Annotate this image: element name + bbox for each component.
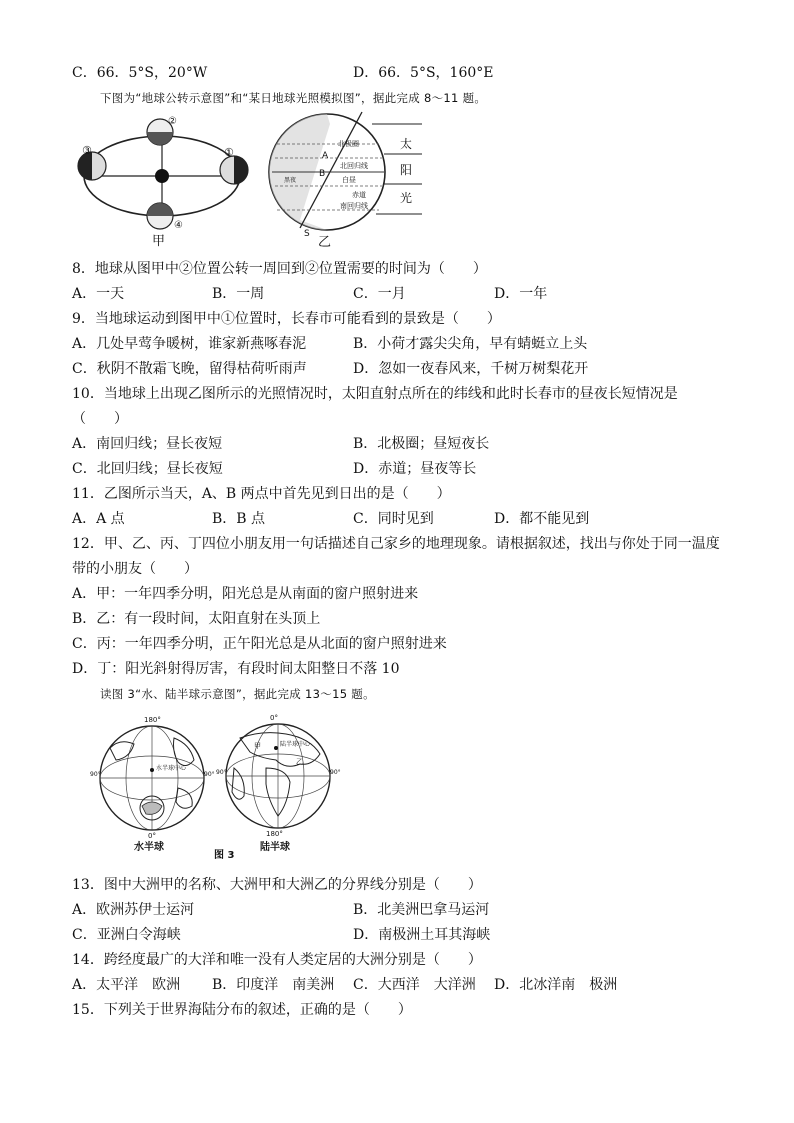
q10-option-b: B．北极圈；昼短夜长 bbox=[353, 436, 490, 452]
q11-option-a: A．A 点 bbox=[72, 511, 125, 527]
land-center-label: 陆半球中心 bbox=[280, 741, 311, 748]
q8-option-a: A．一天 bbox=[72, 286, 125, 302]
q11-option-b: B．B 点 bbox=[212, 511, 266, 527]
q14-option-d: D．北冰洋南 极洲 bbox=[494, 977, 618, 993]
label-yi: 乙 bbox=[318, 235, 332, 250]
q8-stem: 8．地球从图甲中②位置公转一周回到②位置需要的时间为（ ） bbox=[72, 261, 487, 277]
sun-char-2: 阳 bbox=[400, 163, 413, 177]
label-night: 黑夜 bbox=[284, 177, 297, 184]
orbit-pos-1: ① bbox=[224, 146, 234, 159]
q9-stem: 9．当地球运动到图甲中①位置时，长春市可能看到的景致是（ ） bbox=[72, 311, 501, 327]
intro-13-15: 读图 3“水、陆半球示意图”，据此完成 13～15 题。 bbox=[100, 687, 375, 701]
water-hemisphere bbox=[90, 716, 215, 853]
q12-option-a: A．甲：一年四季分明，阳光总是从南面的窗户照射进来 bbox=[72, 586, 419, 602]
continent-jia: 甲 bbox=[254, 742, 261, 750]
orbit-pos-2: ② bbox=[168, 116, 177, 127]
q11-option-d: D．都不能见到 bbox=[494, 511, 590, 527]
orbit-pos-4: ④ bbox=[174, 220, 183, 231]
q13-option-c: C．亚洲白令海峡 bbox=[72, 927, 181, 943]
orbit-pos-3: ③ bbox=[82, 144, 92, 157]
q11-option-c: C．同时见到 bbox=[353, 511, 434, 527]
lat-cancer: 北回归线 bbox=[340, 162, 368, 170]
point-a: A bbox=[322, 151, 329, 161]
sun-char-1: 太 bbox=[400, 137, 413, 151]
q9-option-c: C．秋阴不散霜飞晚，留得枯荷听雨声 bbox=[72, 361, 307, 377]
illumination-diagram-yi bbox=[269, 112, 422, 250]
label-day: 白昼 bbox=[342, 176, 356, 184]
q13-option-b: B．北美洲巴拿马运河 bbox=[353, 902, 490, 918]
q10-option-c: C．北回归线；昼长夜短 bbox=[72, 461, 223, 477]
q12-stem-line1: 12．甲、乙、丙、丁四位小朋友用一句话描述自己家乡的地理现象。请根据叙述，找出与你处于同一温度 bbox=[72, 536, 720, 552]
q8-option-d: D．一年 bbox=[494, 286, 548, 302]
land-hemisphere bbox=[216, 714, 341, 853]
land-hemisphere-label: 陆半球 bbox=[260, 842, 290, 853]
water-deg-90-right: 90° bbox=[204, 771, 215, 778]
land-deg-90-left: 90° bbox=[216, 769, 227, 776]
lat-arctic: 北极圈 bbox=[338, 140, 359, 148]
land-deg-0: 0° bbox=[270, 714, 278, 722]
intro-8-11: 下图为“地球公转示意图”和“某日地球光照模拟图”，据此完成 8～11 题。 bbox=[100, 91, 487, 105]
lat-equator: 赤道 bbox=[352, 191, 366, 199]
figure-earth-orbit-and-illumination bbox=[72, 110, 432, 250]
point-b: B bbox=[319, 169, 326, 179]
q9-option-d: D．忽如一夜春风来，千树万树梨花开 bbox=[353, 361, 589, 377]
label-s: S bbox=[304, 229, 310, 239]
figure-water-land-hemispheres bbox=[90, 708, 350, 864]
q12-stem-line2: 带的小朋友（ ） bbox=[72, 561, 198, 577]
q10-option-d: D．赤道；昼夜等长 bbox=[353, 461, 477, 477]
q10-option-a: A．南回归线；昼长夜短 bbox=[72, 436, 223, 452]
q14-stem: 14．跨经度最广的大洋和唯一没有人类定居的大洲分别是（ ） bbox=[72, 952, 482, 968]
q12-option-b: B．乙：有一段时间，太阳直射在头顶上 bbox=[72, 611, 321, 627]
q14-option-a: A．太平洋 欧洲 bbox=[72, 977, 181, 993]
q8-option-b: B．一周 bbox=[212, 286, 265, 302]
q9-option-b: B．小荷才露尖尖角，早有蜻蜓立上头 bbox=[353, 336, 588, 352]
q11-stem: 11．乙图所示当天，A、B 两点中首先见到日出的是（ ） bbox=[72, 486, 451, 502]
water-deg-90-left: 90° bbox=[90, 771, 101, 778]
q10-blank: （ ） bbox=[72, 411, 128, 427]
land-deg-180: 180° bbox=[266, 830, 283, 838]
q13-option-a: A．欧洲苏伊士运河 bbox=[72, 902, 195, 918]
sun-char-3: 光 bbox=[400, 191, 413, 205]
q12-option-d: D．丁：阳光斜射得厉害，有段时间太阳整日不落 10 bbox=[72, 661, 400, 677]
water-deg-0: 0° bbox=[148, 832, 156, 840]
water-deg-180: 180° bbox=[144, 716, 161, 724]
orbit-diagram-jia bbox=[78, 116, 248, 249]
q13-stem: 13．图中大洲甲的名称、大洲甲和大洲乙的分界线分别是（ ） bbox=[72, 877, 482, 893]
water-center-label: 水半球中心 bbox=[156, 765, 187, 772]
continent-yi: 乙 bbox=[296, 758, 303, 766]
q7-option-c: C．66．5°S，20°W bbox=[72, 65, 208, 81]
land-deg-90-right: 90° bbox=[330, 769, 341, 776]
q14-option-c: C．大西洋 大洋洲 bbox=[353, 977, 476, 993]
q15-stem: 15．下列关于世界海陆分布的叙述，正确的是（ ） bbox=[72, 1002, 412, 1018]
q10-stem: 10．当地球上出现乙图所示的光照情况时，太阳直射点所在的纬线和此时长春市的昼夜长短情况是 bbox=[72, 386, 678, 402]
q7-option-d: D．66．5°S，160°E bbox=[353, 65, 494, 81]
q9-option-a: A．几处早莺争暖树，谁家新燕啄春泥 bbox=[72, 336, 307, 352]
lat-capricorn: 南回归线 bbox=[340, 202, 368, 210]
label-jia: 甲 bbox=[152, 234, 166, 249]
q8-option-c: C．一月 bbox=[353, 286, 406, 302]
figure-3-label: 图 3 bbox=[214, 850, 235, 861]
water-hemisphere-label: 水半球 bbox=[134, 842, 164, 853]
q12-option-c: C．丙：一年四季分明，正午阳光总是从北面的窗户照射进来 bbox=[72, 636, 447, 652]
q13-option-d: D．南极洲土耳其海峡 bbox=[353, 927, 491, 943]
q14-option-b: B．印度洋 南美洲 bbox=[212, 977, 335, 993]
